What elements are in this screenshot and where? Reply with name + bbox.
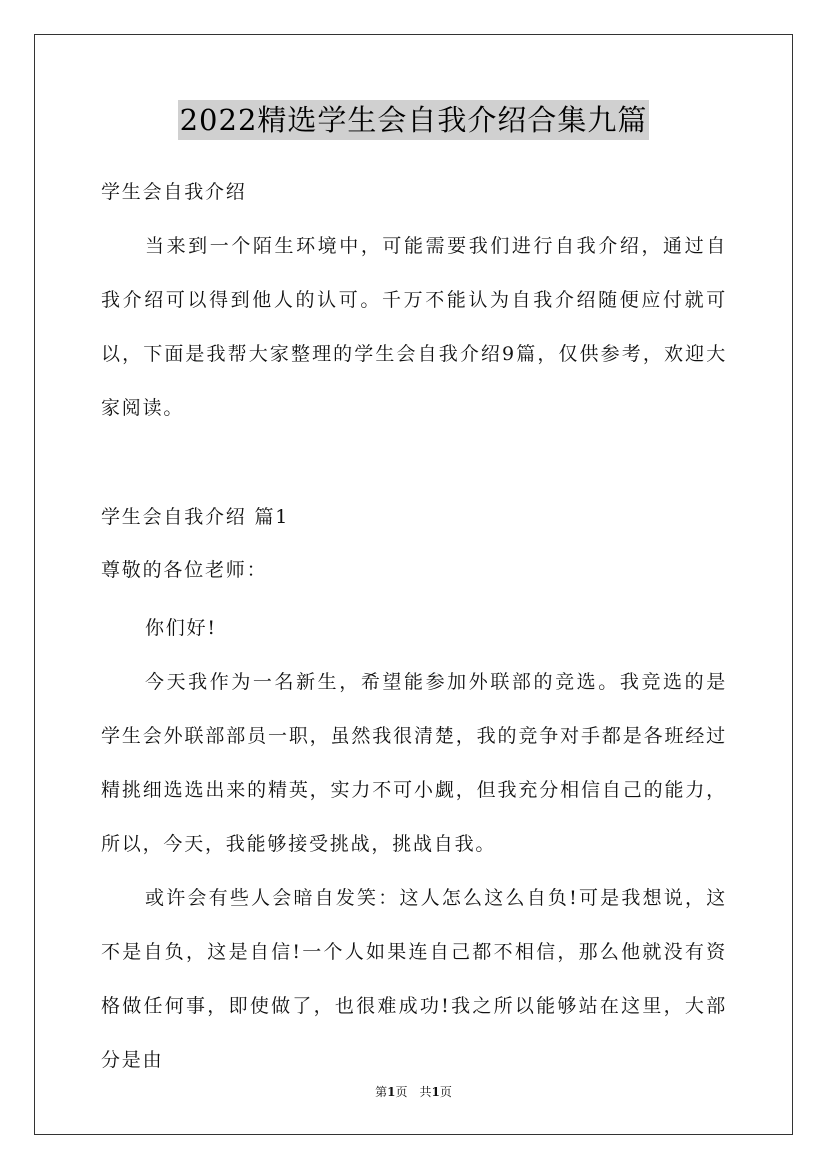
page-prefix: 第 [375,1085,388,1099]
intro-paragraph: 当来到一个陌生环境中，可能需要我们进行自我介绍，通过自我介绍可以得到他人的认可。千万不能认为自我介绍随便应付就可以，下面是我帮大家整理的学生会自我介绍9篇，仅供参考，欢迎大家阅读。 [101,235,727,419]
page-total: 1 [431,1085,440,1099]
page-current: 1 [387,1085,396,1099]
page-footer [0,1083,827,1100]
salutation: 尊敬的各位老师： [101,559,268,581]
section-heading: 学生会自我介绍 [101,181,247,203]
paragraph-2: 或许会有些人会暗自发笑：这人怎么这么自负!可是我想说，这不是自负，这是自信!一个人如果连自己都不相信，那么他就没有资格做任何事，即使做了，也很难成功!我之所以能够站在这里，大部分是由 [101,887,727,1071]
title-container [0,100,827,140]
document-title: 2022精选学生会自我介绍合集九篇 [178,100,650,140]
paragraph-1: 今天我作为一名新生，希望能参加外联部的竞选。我竞选的是学生会外联部部员一职，虽然我很清楚，我的竞争对手都是各班经过精挑细选选出来的精英，实力不可小觑，但我充分相信自己的能力，所以，今天，我能够接受挑战，挑战自我。 [101,671,727,855]
article-heading: 学生会自我介绍 篇1 [101,506,290,528]
document-body [101,170,727,1087]
greeting: 你们好! [145,617,217,639]
page-suffix: 页 [439,1085,452,1099]
spacer [101,435,727,495]
page-mid: 页 共 [395,1085,432,1099]
